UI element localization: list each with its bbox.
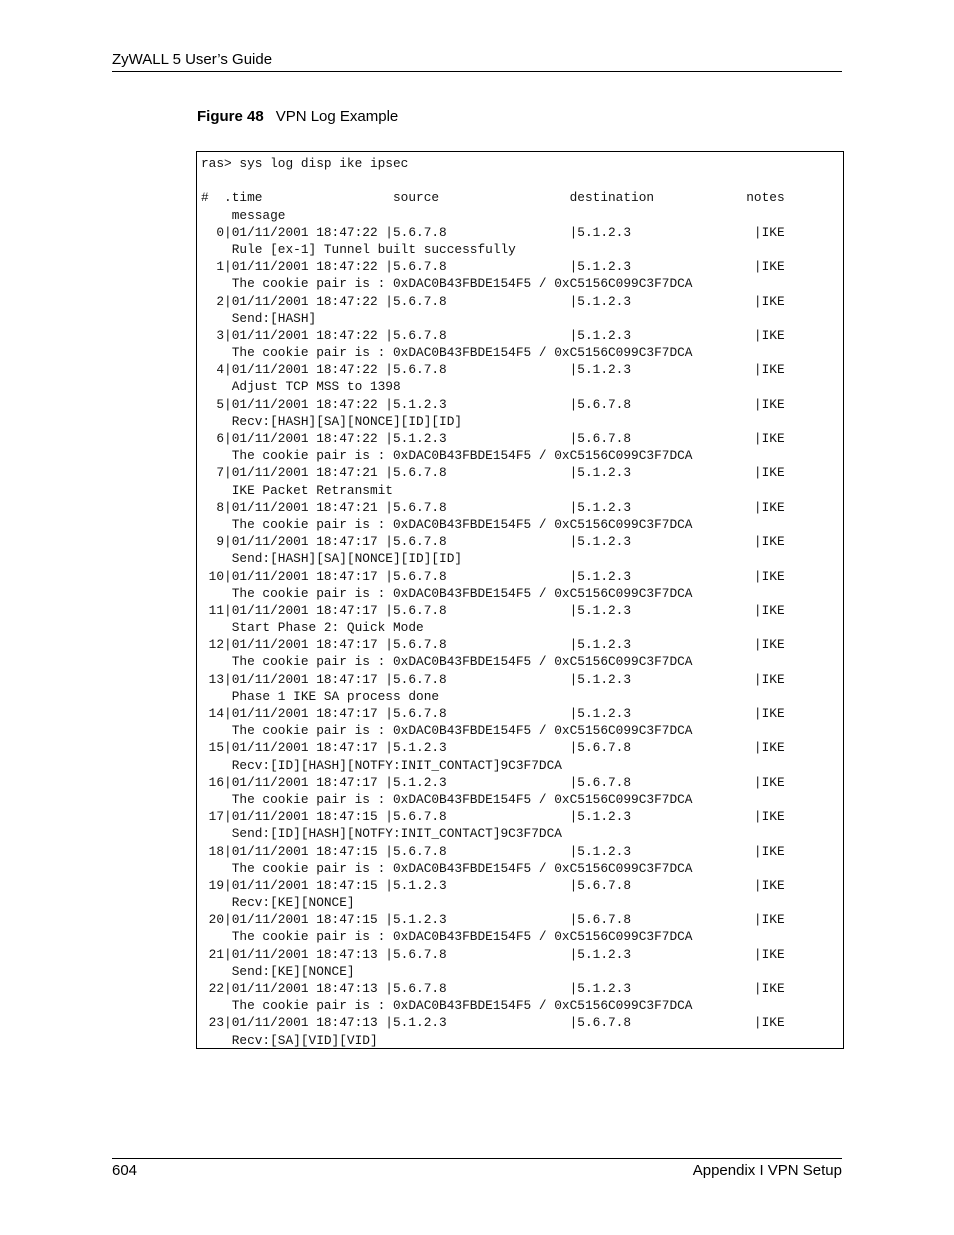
figure-title: VPN Log Example <box>275 108 399 125</box>
log-line: 21|01/11/2001 18:47:13 |5.6.7.8 |5.1.2.3 |IKE <box>201 946 785 962</box>
log-line: Recv:[ID][HASH][NOTFY:INIT_CONTACT]9C3F7DCA <box>201 757 562 773</box>
page-number: 604 <box>112 1162 138 1179</box>
log-line: message <box>201 207 286 223</box>
log-line: 18|01/11/2001 18:47:15 |5.6.7.8 |5.1.2.3 |IKE <box>201 843 785 859</box>
log-line: # .time source destination notes <box>201 190 785 206</box>
log-line: 16|01/11/2001 18:47:17 |5.1.2.3 |5.6.7.8 |IKE <box>201 774 785 790</box>
log-line: 15|01/11/2001 18:47:17 |5.1.2.3 |5.6.7.8 |IKE <box>201 740 785 756</box>
log-line: 1|01/11/2001 18:47:22 |5.6.7.8 |5.1.2.3 |IKE <box>201 259 785 275</box>
log-line: 3|01/11/2001 18:47:22 |5.6.7.8 |5.1.2.3 |IKE <box>201 327 785 343</box>
log-line: 0|01/11/2001 18:47:22 |5.6.7.8 |5.1.2.3 |IKE <box>201 224 785 240</box>
vpn-log-listing <box>201 155 785 1049</box>
header-rule <box>112 71 842 72</box>
log-line: 7|01/11/2001 18:47:21 |5.6.7.8 |5.1.2.3 |IKE <box>201 465 785 481</box>
log-line: The cookie pair is : 0xDAC0B43FBDE154F5 / 0xC5156C099C3F7DCA <box>201 791 693 807</box>
log-line: IKE Packet Retransmit <box>201 482 393 498</box>
running-header-title: ZyWALL 5 User’s Guide <box>112 51 273 68</box>
log-line: 23|01/11/2001 18:47:13 |5.1.2.3 |5.6.7.8 |IKE <box>201 1015 785 1031</box>
log-line: Send:[ID][HASH][NOTFY:INIT_CONTACT]9C3F7DCA <box>201 826 562 842</box>
log-line: Recv:[SA][VID][VID] <box>201 1032 378 1048</box>
log-line: Phase 1 IKE SA process done <box>201 688 440 704</box>
log-line: 6|01/11/2001 18:47:22 |5.1.2.3 |5.6.7.8 |IKE <box>201 431 785 446</box>
log-line: The cookie pair is : 0xDAC0B43FBDE154F5 / 0xC5156C099C3F7DCA <box>201 585 693 601</box>
log-line: 19|01/11/2001 18:47:15 |5.1.2.3 |5.6.7.8 |IKE <box>201 877 785 893</box>
log-line: 10|01/11/2001 18:47:17 |5.6.7.8 |5.1.2.3 |IKE <box>201 568 785 584</box>
log-line: The cookie pair is : 0xDAC0B43FBDE154F5 / 0xC5156C099C3F7DCA <box>201 860 693 876</box>
log-line: 11|01/11/2001 18:47:17 |5.6.7.8 |5.1.2.3 |IKE <box>201 602 785 618</box>
log-line: The cookie pair is : 0xDAC0B43FBDE154F5 / 0xC5156C099C3F7DCA <box>201 723 693 739</box>
footer-section-title: Appendix I VPN Setup <box>692 1162 842 1179</box>
log-line: The cookie pair is : 0xDAC0B43FBDE154F5 / 0xC5156C099C3F7DCA <box>201 448 693 464</box>
footer-rule <box>112 1158 842 1159</box>
log-line: 2|01/11/2001 18:47:22 |5.6.7.8 |5.1.2.3 |IKE <box>201 293 785 309</box>
log-line: Send:[HASH] <box>201 310 317 326</box>
log-line <box>201 172 785 189</box>
log-line: 22|01/11/2001 18:47:13 |5.6.7.8 |5.1.2.3 |IKE <box>201 981 785 996</box>
log-line: The cookie pair is : 0xDAC0B43FBDE154F5 / 0xC5156C099C3F7DCA <box>201 345 693 361</box>
log-line: 20|01/11/2001 18:47:15 |5.1.2.3 |5.6.7.8 |IKE <box>201 912 785 928</box>
log-line: 8|01/11/2001 18:47:21 |5.6.7.8 |5.1.2.3 |IKE <box>201 499 785 515</box>
log-line: The cookie pair is : 0xDAC0B43FBDE154F5 / 0xC5156C099C3F7DCA <box>201 654 693 670</box>
log-line: Send:[HASH][SA][NONCE][ID][ID] <box>201 551 463 567</box>
log-line: Send:[KE][NONCE] <box>201 963 355 979</box>
log-line: Recv:[HASH][SA][NONCE][ID][ID] <box>201 413 463 429</box>
log-line: Start Phase 2: Quick Mode <box>201 620 424 636</box>
log-line: The cookie pair is : 0xDAC0B43FBDE154F5 / 0xC5156C099C3F7DCA <box>201 929 693 945</box>
log-line: 9|01/11/2001 18:47:17 |5.6.7.8 |5.1.2.3 |IKE <box>201 534 785 550</box>
log-line: 14|01/11/2001 18:47:17 |5.6.7.8 |5.1.2.3 |IKE <box>201 706 785 721</box>
log-line: 12|01/11/2001 18:47:17 |5.6.7.8 |5.1.2.3 |IKE <box>201 637 785 653</box>
log-line: The cookie pair is : 0xDAC0B43FBDE154F5 / 0xC5156C099C3F7DCA <box>201 516 693 532</box>
figure-caption <box>197 108 398 125</box>
log-line: The cookie pair is : 0xDAC0B43FBDE154F5 / 0xC5156C099C3F7DCA <box>201 276 693 292</box>
log-line: 4|01/11/2001 18:47:22 |5.6.7.8 |5.1.2.3 |IKE <box>201 362 785 378</box>
log-line: Adjust TCP MSS to 1398 <box>201 379 401 395</box>
figure-number: Figure 48 <box>197 108 264 125</box>
log-line: ras> sys log disp ike ipsec <box>201 156 409 171</box>
log-line: 5|01/11/2001 18:47:22 |5.1.2.3 |5.6.7.8 |IKE <box>201 396 785 412</box>
log-line: 13|01/11/2001 18:47:17 |5.6.7.8 |5.1.2.3 |IKE <box>201 671 785 687</box>
log-line: 17|01/11/2001 18:47:15 |5.6.7.8 |5.1.2.3 |IKE <box>201 809 785 825</box>
log-line: Rule [ex-1] Tunnel built successfully <box>201 241 516 257</box>
log-line: The cookie pair is : 0xDAC0B43FBDE154F5 / 0xC5156C099C3F7DCA <box>201 998 693 1014</box>
log-line: Recv:[KE][NONCE] <box>201 895 355 911</box>
